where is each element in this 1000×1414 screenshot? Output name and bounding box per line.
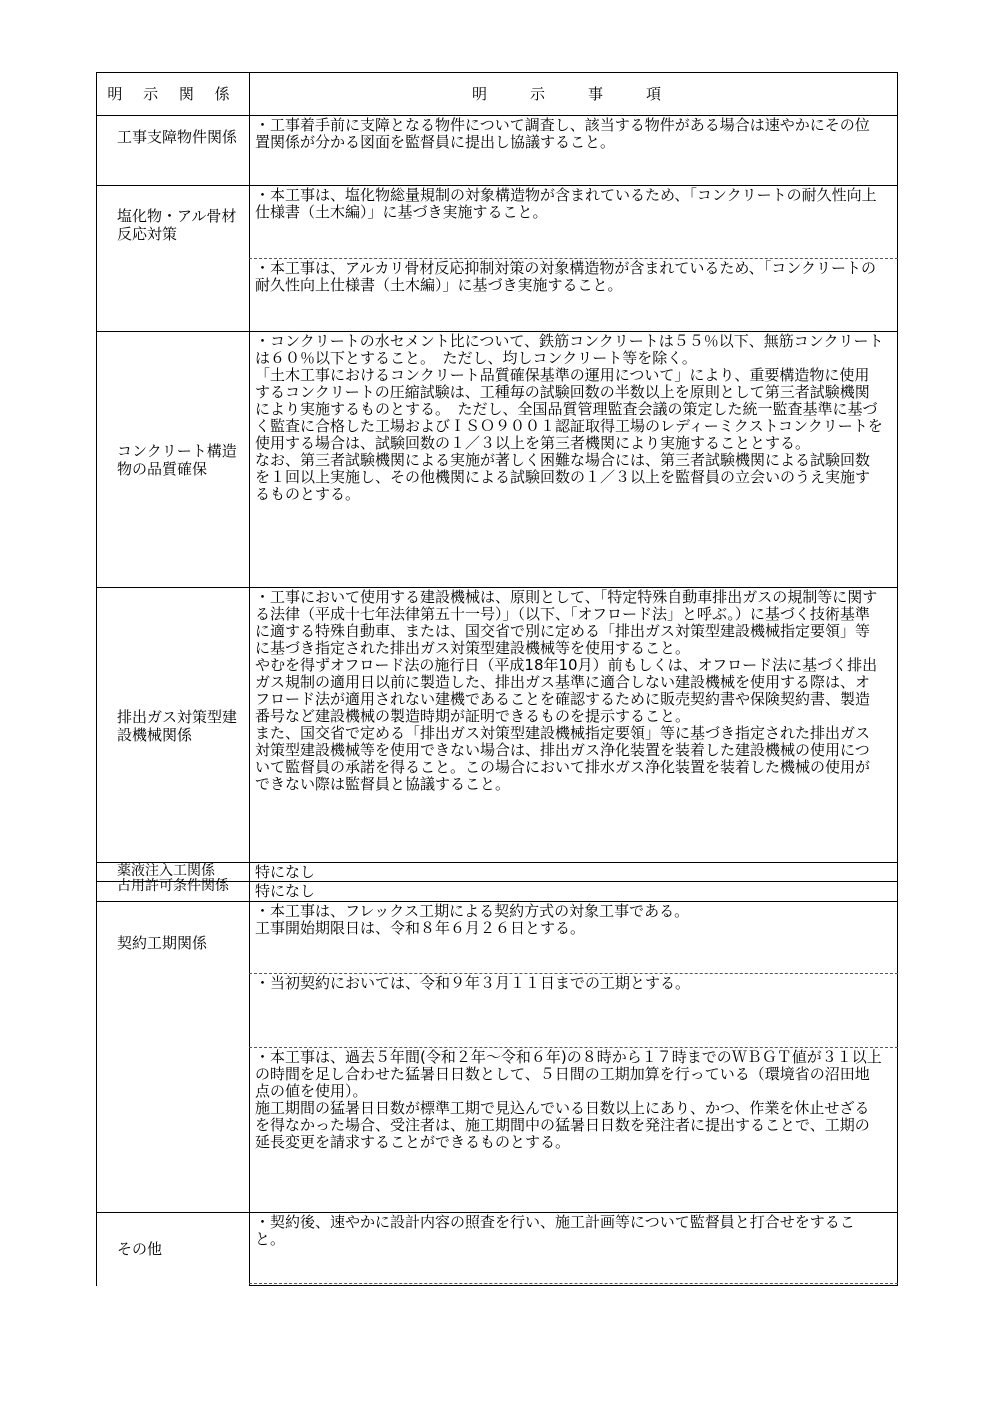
cell-contract-2 (249, 974, 898, 1046)
label-permit: 占用許可条件関係 (117, 878, 229, 894)
cell-exhaust (249, 588, 898, 861)
cell-obstacle (249, 116, 898, 184)
item-text: ・本工事は、アルカリ骨材反応抑制対策の対象構造物が含まれているため、「コンクリートの耐久性向上仕様書（土木編）」に基づき実施すること。 (255, 259, 877, 294)
item-text: ・コンクリートの水セメント比について、鉄筋コンクリートは５５％以下、無筋コンクリートは６０％以下とすること。 ただし、均しコンクリート等を除く。 「土木工事におけるコンクリート品質確保基準の運用について」により、重要構造物に使用するコンクリートの圧縮試験は、工種毎の試験回数の半数以上を原則として第三者試験機関により実施するものとする。 ただし、全国品質管理監査会議の策定した統一監査基準に基づく監査に合格した工場およびＩＳＯ９００１認証取得工場のレディーミクストコンクリートを使用する場合は、試験回数の１／３以上を第三者機関により実施することとする。 なお、第三者試験機関による実施が著しく困難な場合には、第三者試験機関による試験回数を１回以上実施し、その他機関による試験回数の１／３以上を監督員の立会いのうえ実施するものとする。 (255, 332, 884, 503)
label-chloride: 塩化物・アル骨材反応対策 (117, 207, 237, 243)
cell-permit (249, 882, 898, 900)
item-text: ・当初契約においては、令和９年３月１１日までの工期とする。 (255, 974, 691, 992)
sub-divider (249, 1283, 898, 1284)
cell-chemical (249, 863, 898, 881)
label-obstacle: 工事支障物件関係 (117, 128, 238, 146)
item-text: ・本工事は、塩化物総量規制の対象構造物が含まれているため、「コンクリートの耐久性向上仕様書（土木編）」に基づき実施すること。 (255, 186, 877, 221)
item-text: ・契約後、速やかに設計内容の照査を行い、施工計画等について監督員と打合せをすること。 (255, 1213, 855, 1248)
header-relation: 明 示 関 係 (107, 85, 238, 103)
item-text: ・本工事は、過去５年間(令和２年～令和６年)の８時から１７時までのＷＢＧＴ値が３１以上の時間を足し合わせた猛暑日日数として、５日間の工期加算を行っている（環境省の沼田地点の値を使用）。 施工期間の猛暑日日数が標準工期で見込んでいる日数以上にあり、かつ、作業を休止せざるを得なかった場合、受注者は、施工期間中の猛暑日日数を発注者に提出することで、工期の延長変更を請求することができるものとする。 (255, 1048, 882, 1151)
specification-table (96, 72, 898, 1286)
item-text: 特になし (255, 863, 316, 881)
table-border-bottom (249, 1285, 898, 1286)
cell-chloride-2 (249, 259, 898, 330)
item-text: ・工事において使用する建設機械は、原則として、「特定特殊自動車排出ガスの規制等に関する法律（平成十七年法律第五十一号）」（以下、「オフロード法」と呼ぶ。）に基づく技術基準に適する特殊自動車、または、国交省で別に定める「排出ガス対策型建設機械指定要領」等に基づき指定された排出ガス対策型建設機械等を使用すること。 やむを得ずオフロード法の施行日（平成18年10月）前もしくは、オフロード法に基づく排出ガス規制の適用日以前に製造した、排出ガス基準に適合しない建設機械を使用する際は、オフロード法が適用されない建機であることを確認するために販売契約書や保険契約書、製造番号など建設機械の製造時期が証明できるものを提示すること。 また、国交省で定める「排出ガス対策型建設機械指定要領」等に基づき指定された排出ガス対策型建設機械等を使用できない場合は、排出ガス浄化装置を装着した建設機械の使用について監督員の承諾を得ること。この場合において排水ガス浄化装置を装着した機械の使用ができない際は監督員と協議すること。 (255, 588, 878, 793)
item-text: ・本工事は、フレックス工期による契約方式の対象工事である。 工事開始期限日は、令和８年６月２６日とする。 (255, 902, 690, 937)
cell-contract-1 (249, 902, 898, 972)
item-text: 特になし (255, 882, 316, 900)
label-exhaust: 排出ガス対策型建設機械関係 (117, 708, 238, 744)
cell-other (249, 1213, 898, 1283)
label-concrete: コンクリート構造物の品質確保 (117, 442, 237, 478)
cell-concrete (249, 332, 898, 586)
cell-chloride-1 (249, 186, 898, 257)
label-other: その他 (117, 1240, 163, 1258)
table-border-left (96, 72, 97, 1286)
header-items: 明 示 事 項 (471, 85, 675, 103)
cell-contract-3 (249, 1048, 898, 1211)
item-text: ・工事着手前に支障となる物件について調査し、該当する物件がある場合は速やかにその位置関係が分かる図面を監督員に提出し協議すること。 (255, 116, 870, 151)
label-contract: 契約工期関係 (117, 934, 208, 952)
label-chemical: 薬液注入工関係 (117, 863, 215, 879)
